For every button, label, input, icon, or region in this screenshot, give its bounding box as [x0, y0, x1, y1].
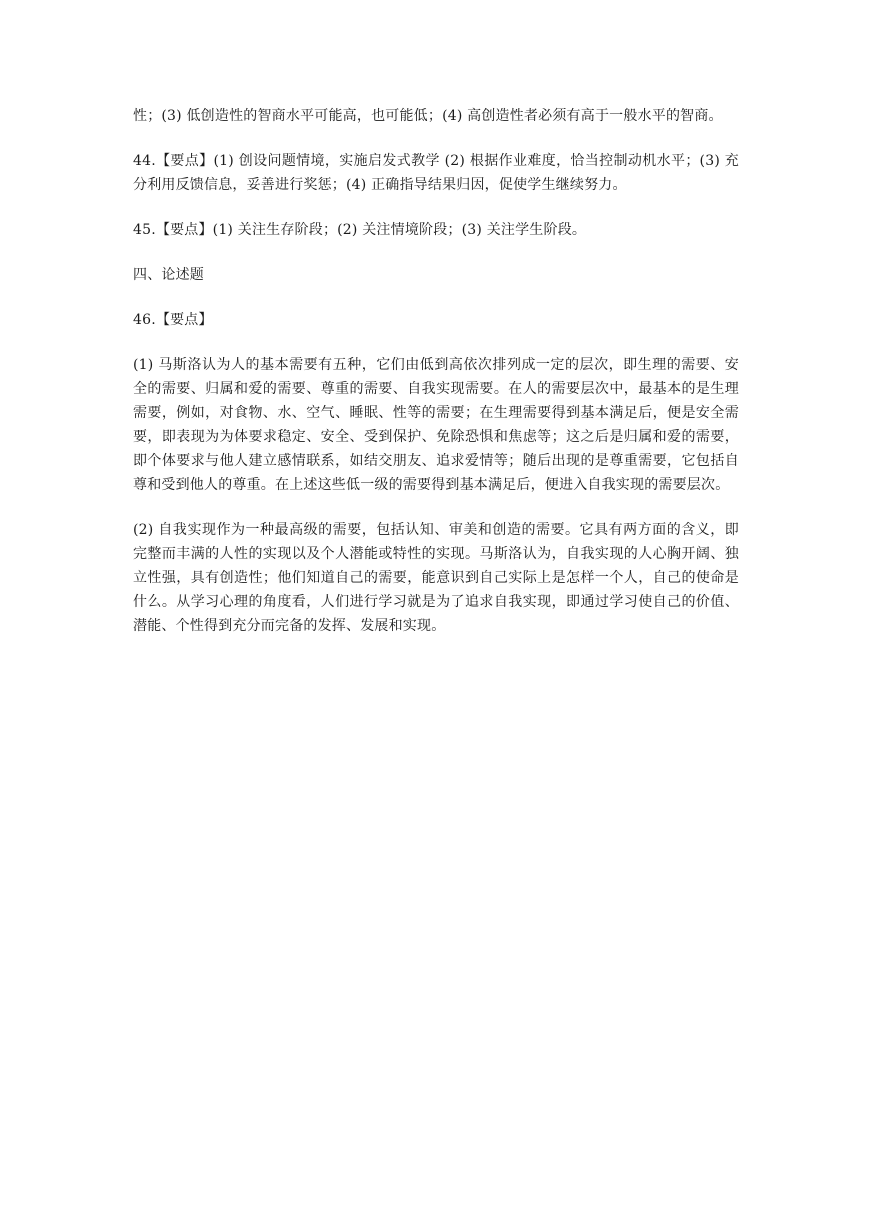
- answer-46-heading: 46.【要点】: [133, 312, 213, 328]
- answer-44: 44.【要点】(1) 创设问题情境，实施启发式教学 (2) 根据作业难度，恰当控制动机水平；(3) 充分利用反馈信息，妥善进行奖惩；(4) 正确指导结果归因，促使学生继续努力。: [133, 153, 739, 193]
- answer-45: 45.【要点】(1) 关注生存阶段；(2) 关注情境阶段；(3) 关注学生阶段。: [133, 222, 587, 238]
- answer-43-continuation: 性；(3) 低创造性的智商水平可能高，也可能低；(4) 高创造性者必须有高于一般水平的智商。: [133, 108, 723, 124]
- document-body: [133, 104, 739, 659]
- answer-46-part-2: (2) 自我实现作为一种最高级的需要，包括认知、审美和创造的需要。它具有两方面的含义，即完整而丰满的人性的实现以及个人潜能或特性的实现。马斯洛认为，自我实现的人心胸开阔、独立性强，具有创造性；他们知道自己的需要，能意识到自己实际上是怎样一个人，自己的使命是什么。从学习心理的角度看，人们进行学习就是为了追求自我实现，即通过学习使自己的价值、潜能、个性得到充分而完备的发挥、发展和实现。: [133, 522, 739, 634]
- section-heading-essay: 四、论述题: [133, 267, 204, 283]
- answer-46-part-1: (1) 马斯洛认为人的基本需要有五种，它们由低到高依次排列成一定的层次，即生理的需要、安全的需要、归属和爱的需要、尊重的需要、自我实现需要。在人的需要层次中，最基本的是生理需要，例如，对食物、水、空气、睡眠、性等的需要；在生理需要得到基本满足后，便是安全需要，即表现为为体要求稳定、安全、受到保护、免除恐惧和焦虑等；这之后是归属和爱的需要，即个体要求与他人建立感情联系，如结交朋友、追求爱情等；随后出现的是尊重需要，它包括自尊和受到他人的尊重。在上述这些低一级的需要得到基本满足后，便进入自我实现的需要层次。: [133, 357, 739, 493]
